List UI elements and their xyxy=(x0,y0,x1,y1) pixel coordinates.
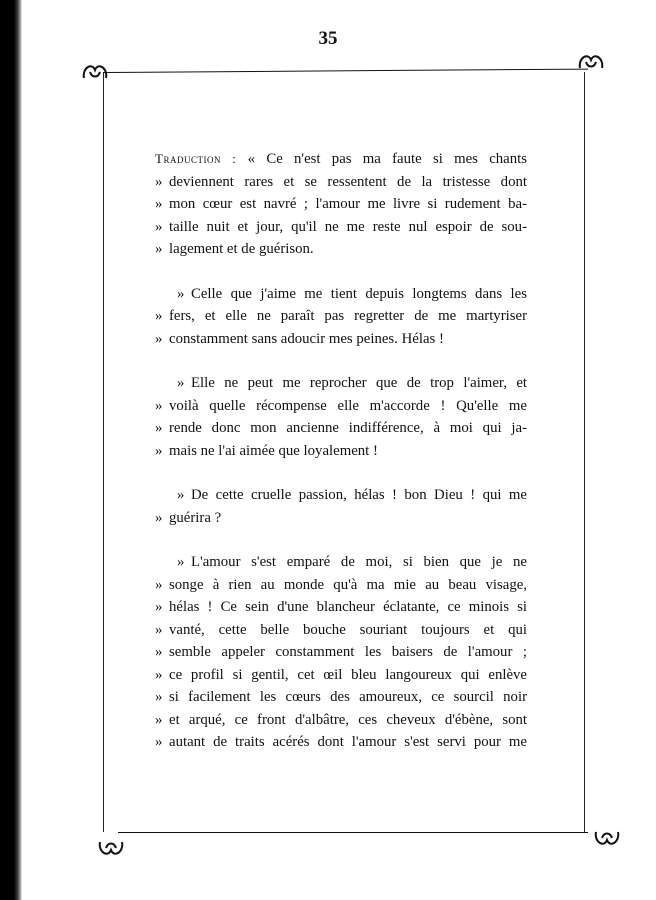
text-line: » vanté, cette belle bouche souriant toujours et qui xyxy=(155,621,527,638)
corner-ornament-icon-bottom-left xyxy=(96,836,126,862)
text-line: » L'amour s'est emparé de moi, si bien que je ne xyxy=(177,554,527,570)
text-line: » et arqué, ce front d'albâtre, ces cheveux d'ébène, sont xyxy=(155,711,527,728)
paragraph xyxy=(155,283,527,351)
text-line: » hélas ! Ce sein d'une blancheur éclatante, ce minois si xyxy=(155,599,527,615)
corner-ornament-icon-top-right xyxy=(576,48,606,74)
text-line: » fers, et elle ne paraît pas regretter de me martyriser xyxy=(155,308,527,324)
paragraph xyxy=(155,148,527,261)
text-line: » lagement et de guérison. xyxy=(155,241,314,257)
text-line: » voilà quelle récompense elle m'accorde ! Qu'elle me xyxy=(155,397,527,414)
text-line: » semble appeler constamment les baisers de l'amour ; xyxy=(155,644,527,660)
page-body-text xyxy=(155,148,527,776)
text-line: » autant de traits acérés dont l'amour s'est servi pour me xyxy=(155,734,527,750)
text-line: » mon cœur est navré ; l'amour me livre si rudement ba- xyxy=(155,196,527,212)
text-line: » constamment sans adoucir mes peines. Hélas ! xyxy=(155,330,444,347)
paragraph xyxy=(155,551,527,754)
text-line: » songe à rien au monde qu'à ma mie au beau visage, xyxy=(155,576,527,593)
corner-ornament-icon-top-left xyxy=(80,58,110,84)
corner-ornament-icon-bottom-right xyxy=(592,826,622,852)
text-line: » deviennent rares et se ressentent de la tristesse dont xyxy=(155,173,527,190)
text-line: » mais ne l'ai aimée que loyalement ! xyxy=(155,442,378,459)
paragraph xyxy=(155,372,527,462)
heading-label: Traduction : xyxy=(155,151,237,166)
frame-bottom-rule xyxy=(118,832,588,833)
text-line: » si facilement les cœurs des amoureux, ce sourcil noir xyxy=(155,689,527,705)
page-number: 35 xyxy=(318,28,338,49)
text-line: » Elle ne peut me reprocher que de trop l'aimer, et xyxy=(177,375,527,391)
book-spine-shadow xyxy=(0,0,22,900)
text-line: » guérira ? xyxy=(155,509,222,526)
text-line: » Celle que j'aime me tient depuis longtems dans les xyxy=(177,285,527,302)
paragraph xyxy=(155,484,527,529)
text-line: Traduction : « Ce n'est pas ma faute si mes chants xyxy=(155,151,528,167)
text-line: » ce profil si gentil, cet œil bleu langoureux qui enlève xyxy=(155,666,527,683)
text-line: » rende donc mon ancienne indifférence, à moi qui ja- xyxy=(155,420,527,436)
text-line: » De cette cruelle passion, hélas ! bon Dieu ! qui me xyxy=(177,487,527,503)
text-line: » taille nuit et jour, qu'il ne me reste nul espoir de sou- xyxy=(155,218,527,235)
